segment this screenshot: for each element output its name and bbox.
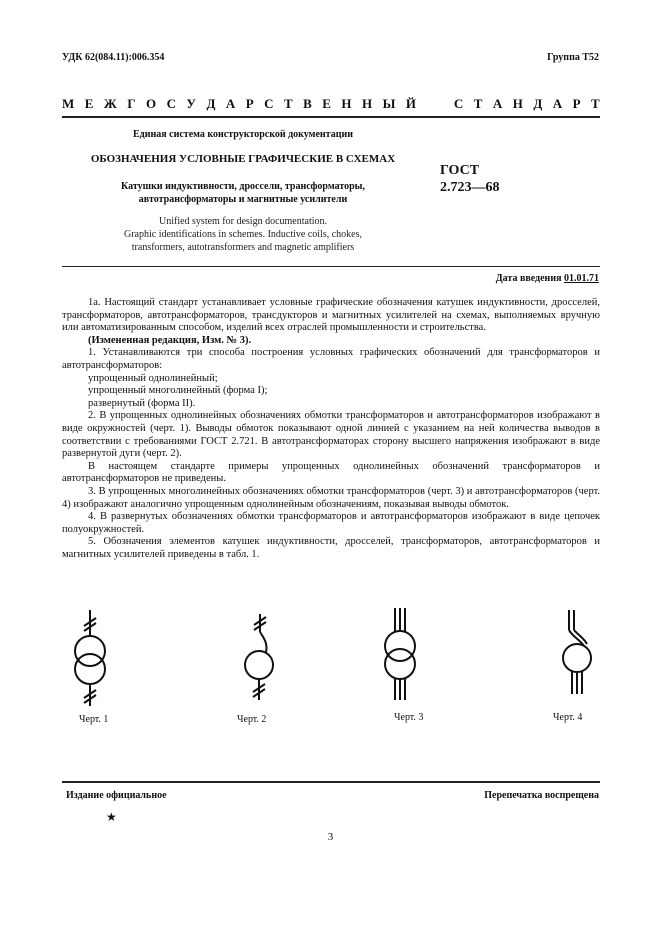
amendment-note: (Измененная редакция, Изм. № 3). (88, 334, 252, 346)
banner-letter: Т (473, 96, 483, 111)
banner-letter: Д (533, 96, 543, 111)
effective-date-label: Дата введения (495, 273, 562, 284)
banner-letter: А (225, 96, 236, 111)
banner-letter: А (492, 96, 503, 111)
banner-letter: О (145, 96, 157, 111)
banner-letter: У (186, 96, 196, 111)
gost-label: ГОСТ (440, 163, 480, 178)
figure-4-autotransformer-multiline-symbol (546, 608, 606, 698)
figure-3-transformer-multiline-symbol (370, 606, 430, 702)
subtitle-line-1: Катушки индуктивности, дроссели, трансформаторы, (121, 181, 365, 192)
figure-3-caption: Черт. 3 (394, 712, 424, 723)
paragraph-1a: 1а. Настоящий стандарт устанавливает условные графические обозначения катушек индуктивности, дросселей, трансформаторов, автотрансформаторов, трансдукторов и магнитных усилителей на схемах, выполняемых вручную или автоматизированным способом, изделий всех отраслей промышленности и строительства. (62, 297, 600, 334)
figure-2-caption: Черт. 2 (237, 714, 267, 725)
title-block-rule (62, 266, 600, 267)
method-item-3: развернутый (форма II). (88, 397, 196, 409)
banner-letter: Д (206, 96, 216, 111)
banner-letter: Е (84, 96, 94, 111)
figure-1-transformer-symbol (60, 608, 120, 708)
figure-1-caption: Черт. 1 (79, 714, 109, 725)
banner-letter: Т (284, 96, 293, 111)
english-title (62, 215, 424, 254)
banner-letter: С (166, 96, 176, 111)
banner-letter: Н (362, 96, 373, 111)
page-title: ОБОЗНАЧЕНИЯ УСЛОВНЫЕ ГРАФИЧЕСКИЕ В СХЕМАХ (90, 153, 396, 165)
banner-letter: Н (341, 96, 352, 111)
paragraph-4: 4. В развернутых обозначениях обмотки трансформаторов и автотрансформаторов изображают в виде цепочек полуокружностей. (62, 511, 600, 535)
banner-letter: М (62, 96, 75, 111)
figure-4-caption: Черт. 4 (553, 712, 583, 723)
official-edition-note: Издание официальное (66, 790, 167, 801)
english-title-line-1: Unified system for design documentation. (158, 216, 328, 227)
english-title-line-3: transformers, autotransformers and magnetic amplifiers (131, 242, 355, 253)
group-code: Группа Т52 (547, 52, 599, 63)
banner-letter (440, 96, 443, 112)
banner-letter: Ж (103, 96, 117, 111)
banner-letter: В (303, 96, 312, 111)
effective-date (496, 273, 599, 284)
method-item-1: упрощенный однолинейный; (88, 372, 218, 384)
paragraph-2: 2. В упрощенных однолинейных обозначениях обмотки трансформаторов и автотрансформаторов изображают в виде окружностей (черт. 1). Выводы обмоток показывают одной линией с указанием на ней количества выводов в соответствии с требованиями ГОСТ 2.721. В автотрансформаторах сторону высшего напряжения изображают в виде развернутой дуги (черт. 2). (62, 410, 600, 460)
banner-letter (426, 96, 429, 112)
body-text (62, 297, 600, 561)
reprint-prohibited-note: Перепечатка воспрещена (484, 790, 599, 801)
banner-rule (62, 116, 600, 118)
gost-designation (440, 162, 560, 196)
interstate-standard-banner (62, 96, 600, 112)
subtitle-line-2: автотрансформаторы и магнитные усилители (138, 194, 348, 205)
udk-code: УДК 62(084.11):006.354 (62, 52, 165, 63)
star-icon: ★ (106, 810, 117, 824)
subtitle (62, 180, 424, 206)
banner-letter: Р (245, 96, 254, 111)
banner-letter: Ы (382, 96, 396, 111)
paragraph-2-note: В настоящем стандарте примеры упрощенных однолинейных обозначений трансформаторов и автотрансформаторов не приведены. (62, 460, 600, 485)
banner-letter: С (453, 96, 464, 111)
paragraph-5: 5. Обозначения элементов катушек индуктивности, дросселей, трансформаторов, автотрансформаторов и магнитных усилителей приведены в табл. 1. (62, 536, 600, 560)
footer-rule (62, 781, 600, 783)
gost-number: 2.723—68 (440, 180, 500, 195)
paragraph-3: 3. В упрощенных многолинейных обозначениях обмотки трансформаторов (черт. 3) и автотрансформаторов (черт. 4) изображают аналогично упрощенным однолинейным обозначениям, показывая выводы обмоток. (62, 485, 600, 510)
english-title-line-2: Graphic identifications in schemes. Inductive coils, chokes, (124, 229, 362, 240)
banner-letter: С (264, 96, 274, 111)
page-number: 3 (327, 831, 334, 843)
effective-date-value: 01.01.71 (564, 273, 599, 284)
esk-heading: Единая система конструкторской документации (133, 129, 353, 140)
method-item-2: упрощенный многолинейный (форма I); (88, 385, 268, 397)
banner-letter: Н (512, 96, 523, 111)
banner-letter: Г (127, 96, 136, 111)
banner-letter: Р (572, 96, 581, 111)
banner-letter: А (552, 96, 563, 111)
paragraph-1: 1. Устанавливаются три способа построения условных графических обозначений для трансформаторов и автотрансформаторов: (62, 347, 600, 371)
figure-2-autotransformer-symbol (228, 612, 288, 702)
banner-letter: Е (322, 96, 331, 111)
banner-letter: Й (405, 96, 416, 111)
banner-letter: Т (591, 96, 600, 111)
